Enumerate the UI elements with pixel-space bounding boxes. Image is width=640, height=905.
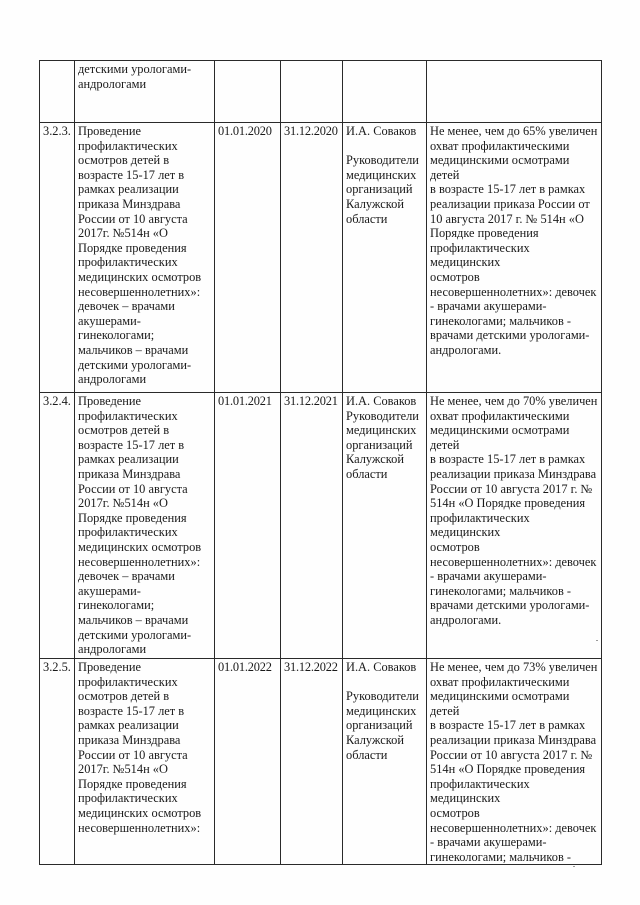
activity-cell xyxy=(75,61,215,123)
activity-cell xyxy=(75,123,215,393)
activity-text: Проведение профилактических осмотров детей в возрасте 15-17 лет в рамках реализации приказа Минздрава России от 10 августа 2017г. №514н «О Порядке проведения профилактических медицинских осмотров несовершеннолетних»: девочек – врачами акушерами- гинекологами; мальчиков – врачами детскими урологами- андрологами xyxy=(78,394,202,657)
start-date: 01.01.2020 xyxy=(218,124,272,138)
indicator-cell xyxy=(427,123,602,393)
indicator-cell xyxy=(427,393,602,659)
end-date-cell xyxy=(281,61,343,123)
responsible-cell xyxy=(343,393,427,659)
indicator-cell xyxy=(427,659,602,865)
end-date: 31.12.2021 xyxy=(284,394,338,408)
indicator-text: Не менее, чем до 73% увеличен охват профилактическими медицинскими осмотрами детей в возрасте 15-17 лет в рамках реализации приказа Минздрава России от 10 августа 2017 г. № 514н «О Порядке проведения профилактических медицинских осмотров несовершеннолетних»: девочек - врачами акушерами- гинекологами; мальчиков - xyxy=(430,660,598,864)
responsible-cell xyxy=(343,123,427,393)
responsible-name: И.А. Соваков xyxy=(346,660,417,674)
table-row xyxy=(40,61,602,123)
scan-speck xyxy=(596,640,598,641)
start-date-cell xyxy=(215,659,281,865)
indicator-text: Не менее, чем до 65% увеличен охват профилактическими медицинскими осмотрами детей в возрасте 15-17 лет в рамках реализации приказа России от 10 августа 2017 г. № 514н «О Порядке проведения профилактических медицинских осмотров несовершеннолетних»: девочек - врачами акушерами- гинекологами; мальчиков - врачами детскими урологами- андрологами. xyxy=(430,124,598,357)
responsible-name: И.А. Соваков xyxy=(346,394,417,408)
row-number-cell xyxy=(40,61,75,123)
responsible-org: Руководители медицинских организаций Калужской области xyxy=(346,689,419,762)
responsible-cell xyxy=(343,61,427,123)
indicator-text: Не менее, чем до 70% увеличен охват профилактическими медицинскими осмотрами детей в возрасте 15-17 лет в рамках реализации приказа Минздрава России от 10 августа 2017 г. № 514н «О Порядке проведения профилактических медицинских осмотров несовершеннолетних»: девочек - врачами акушерами- гинекологами; мальчиков - врачами детскими урологами- андрологами. xyxy=(430,394,598,627)
activity-text: Проведение профилактических осмотров детей в возрасте 15-17 лет в рамках реализации приказа Минздрава России от 10 августа 2017г. №514н «О Порядке проведения профилактических медицинских осмотров несовершеннолетних»: xyxy=(78,660,202,835)
row-number: 3.2.4. xyxy=(43,394,71,408)
table-row xyxy=(40,659,602,865)
plan-table xyxy=(39,60,602,865)
activity-text: детскими урологами- андрологами xyxy=(78,62,192,91)
start-date: 01.01.2022 xyxy=(218,660,272,674)
indicator-cell xyxy=(427,61,602,123)
start-date-cell xyxy=(215,61,281,123)
start-date-cell xyxy=(215,393,281,659)
activity-cell xyxy=(75,659,215,865)
responsible-name: И.А. Соваков xyxy=(346,124,417,138)
end-date-cell xyxy=(281,393,343,659)
responsible-org: Руководители медицинских организаций Калужской области xyxy=(346,153,419,226)
activity-cell xyxy=(75,393,215,659)
row-number-cell xyxy=(40,659,75,865)
scan-speck xyxy=(573,866,575,867)
table-row xyxy=(40,393,602,659)
responsible-cell xyxy=(343,659,427,865)
row-number: 3.2.5. xyxy=(43,660,71,674)
activity-text: Проведение профилактических осмотров детей в возрасте 15-17 лет в рамках реализации приказа Минздрава России от 10 августа 2017г. №514н «О Порядке проведения профилактических медицинских осмотров несовершеннолетних»: девочек – врачами акушерами- гинекологами; мальчиков – врачами детскими урологами- андрологами xyxy=(78,124,202,387)
end-date-cell xyxy=(281,659,343,865)
start-date-cell xyxy=(215,123,281,393)
start-date: 01.01.2021 xyxy=(218,394,272,408)
end-date: 31.12.2022 xyxy=(284,660,338,674)
end-date-cell xyxy=(281,123,343,393)
row-number-cell xyxy=(40,393,75,659)
responsible-org: Руководители медицинских организаций Калужской области xyxy=(346,408,419,481)
end-date: 31.12.2020 xyxy=(284,124,338,138)
row-number-cell xyxy=(40,123,75,393)
row-number: 3.2.3. xyxy=(43,124,71,138)
table-row xyxy=(40,123,602,393)
